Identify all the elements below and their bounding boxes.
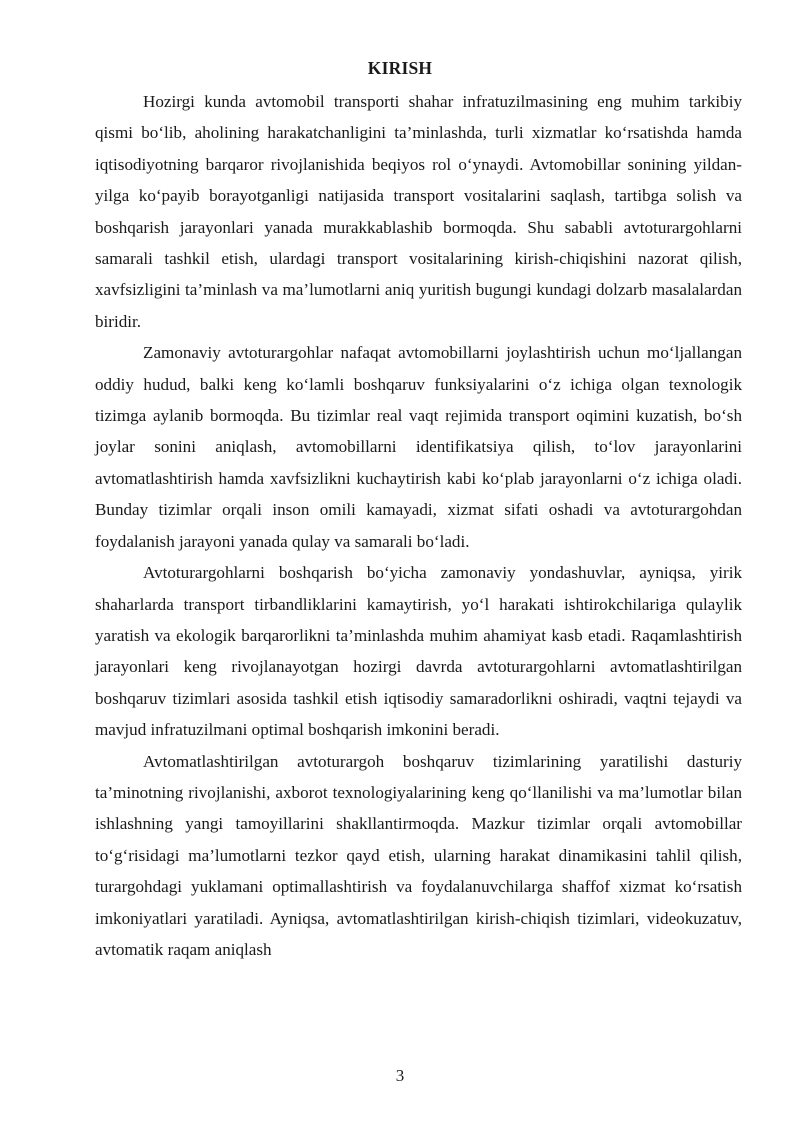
section-title: KIRISH bbox=[367, 58, 433, 78]
paragraph-4: Avtomatlashtirilgan avtoturargoh boshqaruv tizimlarining yaratilishi dasturiy ta’minotning rivojlanishi, axborot texnologiyalarining keng qo‘llanilishi va ma’lumotlar bilan ishlashning yangi tamoyillarini shakllantirmoqda. Mazkur tizimlar orqali avtomobillar to‘g‘risidagi ma’lumotlarni tezkor qayd etish, ularning harakat dinamikasini tahlil qilish, turargohdagi yuklamani optimallashtirish va foydalanuvchilarga shaffof xizmat ko‘rsatish imkoniyatlari yaratiladi. Ayniqsa, avtomatlashtirilgan kirish-chiqish tizimlari, videokuzatuv, avtomatik raqam aniqlash bbox=[95, 751, 742, 959]
paragraph-1: Hozirgi kunda avtomobil transporti shahar infratuzilmasining eng muhim tarkibiy qismi bo‘lib, aholining harakatchanligini ta’minlashda, turli xizmatlar ko‘rsatishda hamda iqtisodiyotning barqaror rivojlanishida beqiyos rol o‘ynaydi. Avtomobillar sonining yildan-yilga ko‘payib borayotganligi natijasida transport vositalarini saqlash, tartibga solish va boshqarish jarayonlari yanada murakkablashib bormoqda. Shu sababli avtoturargohlarni samarali tashkil etish, ulardagi transport vositalarining kirish-chiqishini nazorat qilish, xavfsizligini ta’minlash va ma’lumotlarni aniq yuritish bugungi kundagi dolzarb masalalardan biridir. bbox=[95, 92, 742, 331]
page-number: 3 bbox=[395, 1066, 405, 1085]
paragraph-3: Avtoturargohlarni boshqarish bo‘yicha zamonaviy yondashuvlar, ayniqsa, yirik shaharlarda transport tirbandliklarini kamaytirish, yo‘l harakati ishtirokchilariga qulaylik yaratish va ekologik barqarorlikni ta’minlashda muhim ahamiyat kasb etadi. Raqamlashtirish jarayonlari keng rivojlanayotgan hozirgi davrda avtoturargohlarni avtomatlashtirilgan boshqaruv tizimlari asosida tashkil etish iqtisodiy samaradorlikni oshiradi, vaqtni tejaydi va mavjud infratuzilmani optimal boshqarish imkonini beradi. bbox=[95, 563, 742, 740]
body-text bbox=[95, 86, 742, 965]
paragraph-2: Zamonaviy avtoturargohlar nafaqat avtomobillarni joylashtirish uchun mo‘ljallangan oddiy hudud, balki keng ko‘lamli boshqaruv funksiyalarini o‘z ichiga olgan texnologik tizimga aylanib bormoqda. Bu tizimlar real vaqt rejimida transport oqimini kuzatish, bo‘sh joylar sonini aniqlash, avtomobillarni identifikatsiya qilish, to‘lov jarayonlarini avtomatlashtirish hamda xavfsizlikni kuchaytirish kabi ko‘plab jarayonlarni o‘z ichiga oladi. Bunday tizimlar orqali inson omili kamayadi, xizmat sifati oshadi va avtoturargohdan foydalanish jarayoni yanada qulay va samarali bo‘ladi. bbox=[95, 343, 742, 551]
